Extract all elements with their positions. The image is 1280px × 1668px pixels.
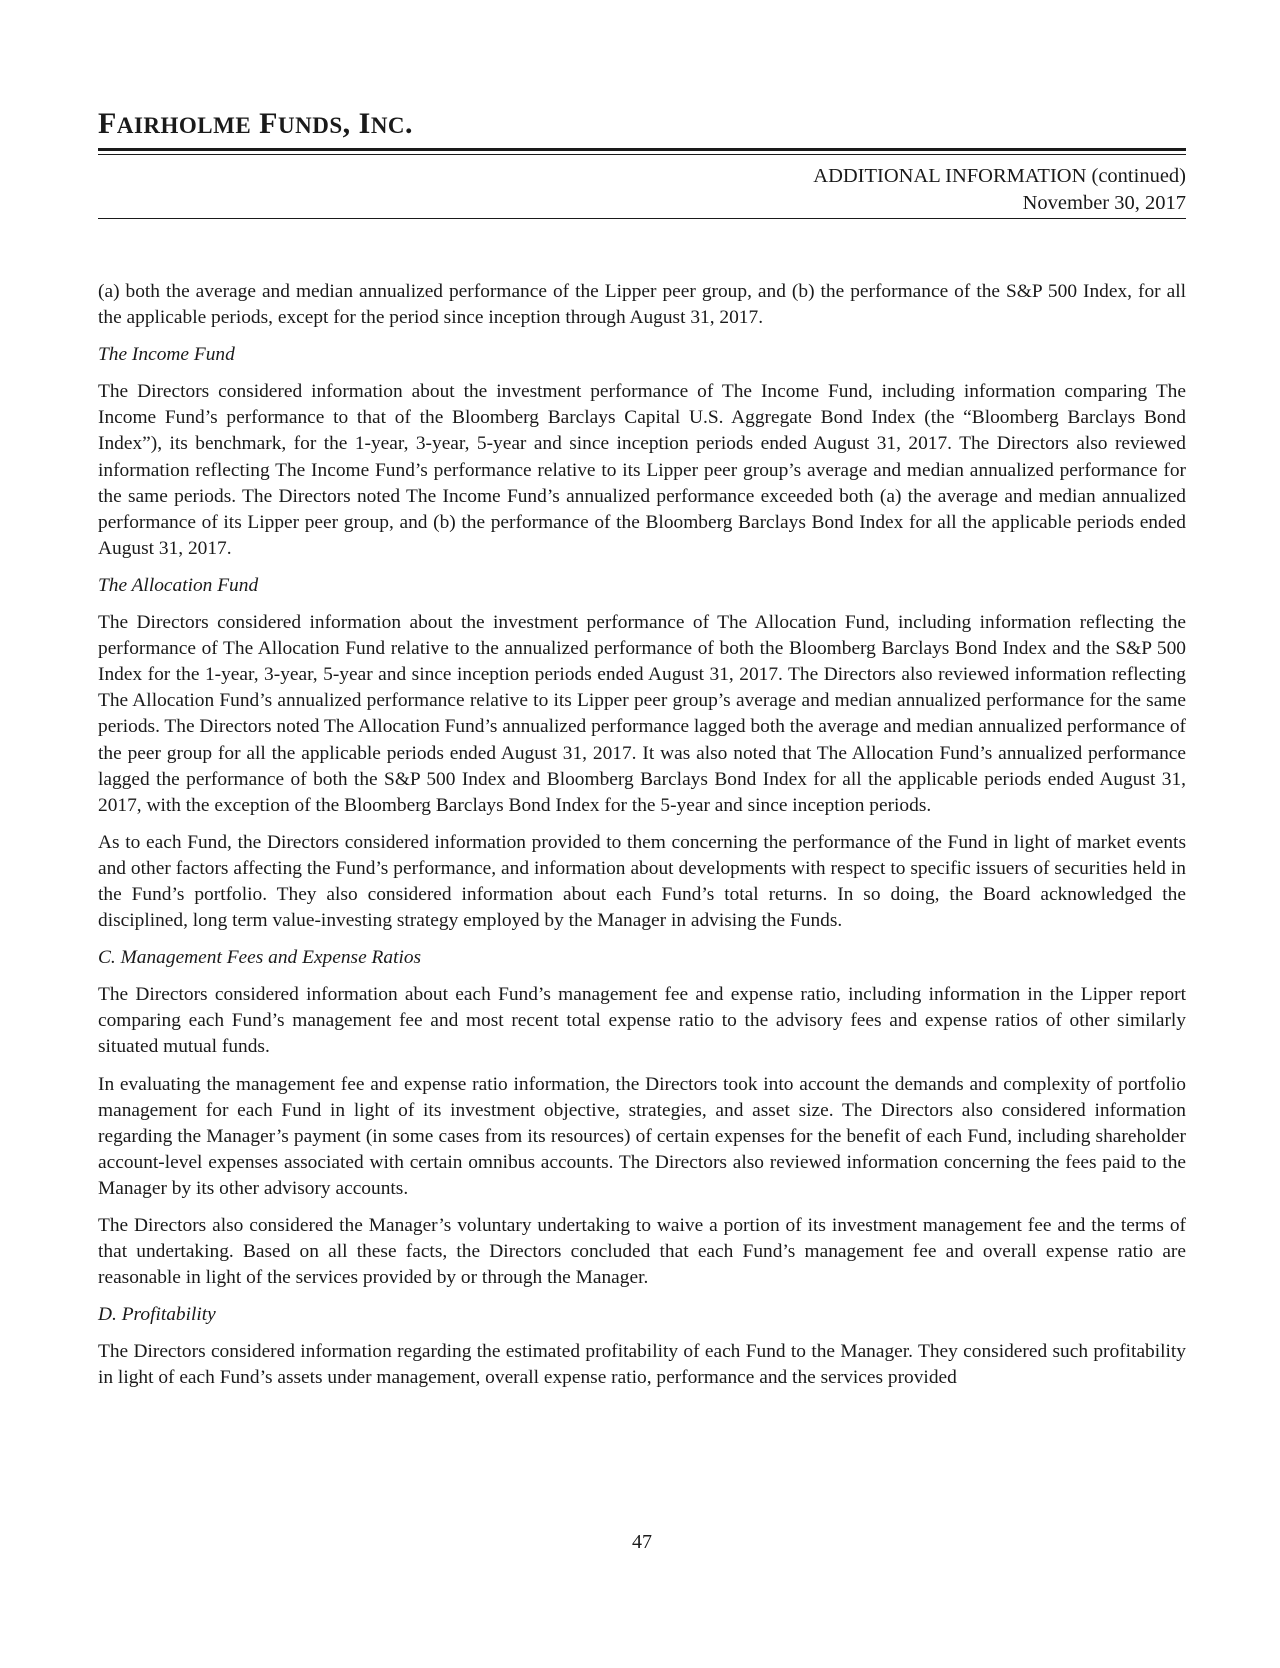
company-title-part: . bbox=[405, 107, 414, 140]
document-body bbox=[98, 279, 1186, 1403]
company-title-part: AIRHOLME bbox=[116, 113, 252, 138]
paragraph: The Directors also considered the Manager’s voluntary undertaking to waive a portion of its investment management fee and the terms of that undertaking. Based on all these facts, the Directors concluded that each Fund’s management fee and overall expense ratio are reasonable in light of the services provided by or through the Manager. bbox=[98, 1215, 1186, 1289]
paragraph: The Directors considered information about each Fund’s management fee and expense ratio, including information in the Lipper report comparing each Fund’s management fee and most recent total expense ratio to the advisory fees and expense ratios of other similarly situated mutual funds. bbox=[98, 984, 1186, 1058]
company-title-part bbox=[251, 107, 259, 140]
subheading-income-fund: The Income Fund bbox=[98, 344, 235, 366]
company-title-part: F bbox=[98, 107, 117, 140]
paragraph: The Directors considered information about the investment performance of The Allocation Fund, including information reflecting the performance of The Allocation Fund relative to the annualized performance of both the Bloomberg Barclays Bond Index and the S&P 500 Index for the 1-year, 3-year, 5-year and since inception periods ended August 31, 2017. The Directors also reviewed information reflecting The Allocation Fund’s annualized performance relative to its Lipper peer group’s average and median annualized performance for the same periods. The Directors noted The Allocation Fund’s annualized performance lagged both the average and median annualized performance of the peer group for all the applicable periods ended August 31, 2017. It was also noted that The Allocation Fund’s annualized performance lagged the performance of both the S&P 500 Index and Bloomberg Barclays Bond Index for all the applicable periods ended August 31, 2017, with the exception of the Bloomberg Barclays Bond Index for the 5-year and since inception periods. bbox=[98, 612, 1186, 816]
section-title: ADDITIONAL INFORMATION (continued) bbox=[813, 165, 1186, 187]
subheading-profitability: D. Profitability bbox=[98, 1304, 216, 1326]
subheading-management-fees: C. Management Fees and Expense Ratios bbox=[98, 947, 422, 969]
company-title-part: F bbox=[259, 107, 278, 140]
paragraph: (a) both the average and median annualized performance of the Lipper peer group, and (b) the performance of the S&P 500 Index, for all the applicable periods, except for the period since inception through August 31, 2017. bbox=[98, 281, 1186, 329]
page-number: 47 bbox=[632, 1531, 652, 1553]
report-date: November 30, 2017 bbox=[1022, 192, 1186, 214]
company-title-part: UNDS bbox=[278, 113, 343, 138]
paragraph: In evaluating the management fee and expense ratio information, the Directors took into account the demands and complexity of portfolio management for each Fund in light of its investment objective, strategies, and asset size. The Directors also considered information regarding the Manager’s payment (in some cases from its resources) of certain expenses for the benefit of each Fund, including shareholder account-level expenses associated with certain omnibus accounts. The Directors also reviewed information concerning the fees paid to the Manager by its other advisory accounts. bbox=[98, 1073, 1186, 1199]
company-title-part: , bbox=[342, 107, 359, 140]
subheading-allocation-fund: The Allocation Fund bbox=[98, 574, 259, 596]
paragraph: The Directors considered information about the investment performance of The Income Fund, including information comparing The Income Fund’s performance to that of the Bloomberg Barclays Capital U.S. Aggregate Bond Index (the “Bloomberg Barclays Bond Index”), its benchmark, for the 1-year, 3-year, 5-year and since inception periods ended August 31, 2017. The Directors also reviewed information reflecting The Income Fund’s performance relative to its Lipper peer group’s average and median annualized performance for the same periods. The Directors noted The Income Fund’s annualized performance exceeded both (a) the average and median annualized performance of its Lipper peer group, and (b) the performance of the Bloomberg Barclays Bond Index for all the applicable periods ended August 31, 2017. bbox=[98, 381, 1186, 559]
company-title bbox=[98, 106, 413, 144]
header-rule-thick bbox=[98, 148, 1186, 151]
header-rule-thin bbox=[98, 154, 1186, 155]
document-page bbox=[98, 0, 1186, 1668]
section-heading bbox=[813, 163, 1186, 217]
paragraph: The Directors considered information regarding the estimated profitability of each Fund to the Manager. They considered such profitability in light of each Fund’s assets under management, overall expense ratio, performance and the services provided bbox=[98, 1341, 1186, 1389]
paragraph: As to each Fund, the Directors considered information provided to them concerning the performance of the Fund in light of market events and other factors affecting the Fund’s performance, and information about developments with respect to specific issuers of securities held in the Fund’s portfolio. They also considered information about each Fund’s total returns. In so doing, the Board acknowledged the disciplined, long term value-investing strategy employed by the Manager in advising the Funds. bbox=[98, 831, 1186, 932]
header-rule-bottom bbox=[98, 218, 1186, 219]
company-title-part: NC bbox=[370, 113, 406, 138]
company-title-part: I bbox=[358, 107, 371, 140]
